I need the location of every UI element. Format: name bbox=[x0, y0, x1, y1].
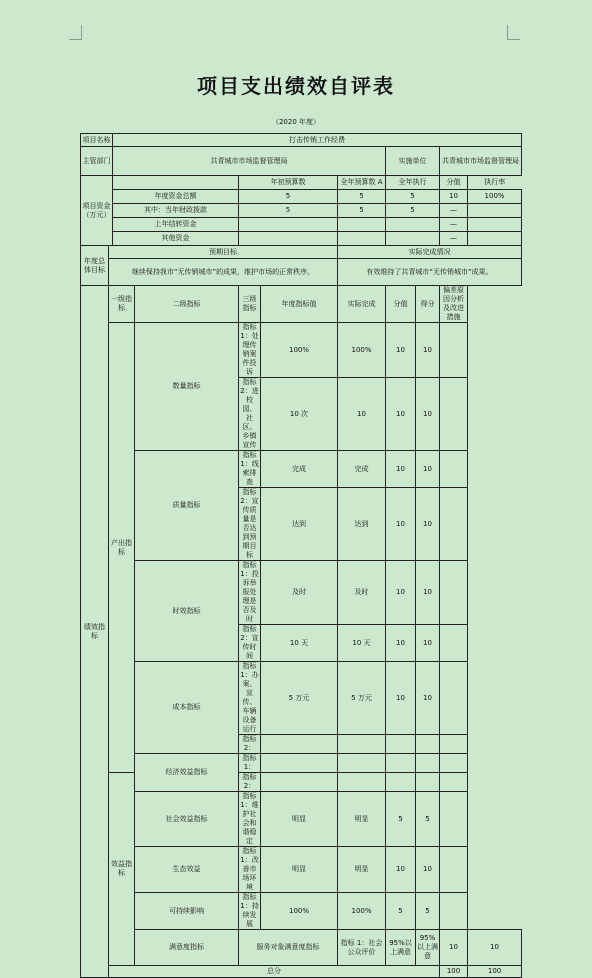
indicator-actual: 100% bbox=[338, 893, 386, 930]
indicator-score: 10 bbox=[386, 662, 416, 735]
indicator-score: 10 bbox=[386, 625, 416, 662]
total-score: 100 bbox=[440, 966, 468, 978]
indicator-target: 完成 bbox=[261, 451, 338, 488]
indicator-name: 指标 2： bbox=[239, 735, 261, 754]
head-level2: 二级指标 bbox=[135, 286, 239, 323]
indicator-score: 10 bbox=[386, 561, 416, 625]
perf-row-e1 bbox=[81, 754, 522, 773]
indicator-name: 指标 1：处理传销案件投诉 bbox=[240, 323, 259, 376]
perf-row-q1 bbox=[81, 323, 522, 378]
indicator-name: 指标 1：社会公众评价 bbox=[338, 930, 386, 966]
perf-row-sat bbox=[81, 930, 522, 966]
col-executed: 全年执行 bbox=[386, 176, 440, 190]
indicator-name: 指标 2：进校园、社区、乡镇宣传 bbox=[240, 378, 259, 449]
indicator-got: 10 bbox=[468, 930, 522, 966]
level2-economic: 经济效益指标 bbox=[135, 754, 239, 792]
department-row bbox=[81, 147, 522, 176]
indicator-target: 达到 bbox=[261, 488, 338, 561]
project-name-label: 项目名称 bbox=[81, 134, 113, 147]
indicator-score: 10 bbox=[386, 323, 416, 378]
indicator-score: 10 bbox=[440, 930, 468, 966]
indicator-name: 指标 2： bbox=[239, 773, 261, 792]
funds-score: — bbox=[440, 204, 468, 218]
indicator-actual: 明显 bbox=[338, 847, 386, 893]
level2-service: 服务对象满意度指标 bbox=[239, 930, 338, 966]
perf-row-s1 bbox=[81, 792, 522, 847]
perf-side-label: 绩效指标 bbox=[81, 286, 109, 978]
indicator-actual: 10 天 bbox=[338, 625, 386, 662]
head-level3: 三级指标 bbox=[239, 286, 261, 323]
indicator-got: 10 bbox=[416, 451, 440, 488]
funds-row-fiscal bbox=[81, 204, 522, 218]
perf-row-ql1 bbox=[81, 451, 522, 488]
level2-ecological: 生态效益 bbox=[135, 847, 239, 893]
crop-mark-top-left bbox=[69, 25, 82, 40]
indicator-actual: 完成 bbox=[338, 451, 386, 488]
level2-cost: 成本指标 bbox=[135, 662, 239, 754]
indicator-got: 10 bbox=[416, 323, 440, 378]
head-got: 得分 bbox=[416, 286, 440, 323]
indicator-actual: 达到 bbox=[338, 488, 386, 561]
indicator-got: 10 bbox=[416, 662, 440, 735]
indicator-target: 及时 bbox=[261, 561, 338, 625]
fiscal-year: （2020 年度） bbox=[271, 118, 321, 126]
indicator-name: 指标 2：宣传时间 bbox=[240, 625, 259, 660]
funds-rate bbox=[468, 204, 522, 218]
total-row bbox=[81, 966, 522, 978]
indicator-target: 95%以上满意 bbox=[386, 930, 416, 966]
project-name-row bbox=[81, 134, 522, 147]
funds-annual: 5 bbox=[338, 190, 386, 204]
indicator-score: 10 bbox=[386, 488, 416, 561]
impl-value: 共青城市市场监督管理局 bbox=[440, 147, 522, 176]
funds-row-other bbox=[81, 232, 522, 246]
funds-row-label: 上年结转资金 bbox=[113, 218, 239, 232]
impl-label: 实施单位 bbox=[386, 147, 440, 176]
indicator-name: 指标 2：宣传质量是否达到预期目标 bbox=[240, 488, 259, 559]
funds-annual: 5 bbox=[338, 204, 386, 218]
level2-quality: 质量指标 bbox=[135, 451, 239, 561]
indicator-name: 指标 1：改善市场环境 bbox=[240, 847, 259, 891]
perf-header-row bbox=[81, 286, 522, 323]
level2-quantity: 数量指标 bbox=[135, 323, 239, 451]
level2-sustainable: 可持续影响 bbox=[135, 893, 239, 930]
funds-rate: 100% bbox=[468, 190, 522, 204]
funds-executed: 5 bbox=[386, 204, 440, 218]
indicator-got: 10 bbox=[416, 488, 440, 561]
funds-executed: 5 bbox=[386, 190, 440, 204]
perf-row-t1 bbox=[81, 561, 522, 625]
indicator-got: 10 bbox=[416, 625, 440, 662]
total-label: 总分 bbox=[109, 966, 440, 978]
funds-initial: 5 bbox=[239, 204, 338, 218]
funds-label: 项目资金（万元） bbox=[81, 176, 113, 246]
indicator-target: 100% bbox=[261, 893, 338, 930]
head-actual: 实际完成 bbox=[338, 286, 386, 323]
funds-row-label: 其他资金 bbox=[113, 232, 239, 246]
indicator-score: 10 bbox=[386, 451, 416, 488]
page-title: 项目支出绩效自评表 bbox=[197, 74, 395, 98]
indicator-actual: 10 bbox=[338, 378, 386, 451]
dept-label: 主管部门 bbox=[81, 147, 113, 176]
level2-social: 社会效益指标 bbox=[135, 792, 239, 847]
indicator-actual: 95%以上满意 bbox=[416, 930, 440, 966]
actual-label: 实际完成情况 bbox=[338, 246, 522, 259]
dept-value: 共青城市市场监督管理局 bbox=[113, 147, 386, 176]
level1-benefit: 效益指标 bbox=[109, 773, 135, 966]
expected-label: 预期目标 bbox=[109, 246, 338, 259]
crop-mark-top-right bbox=[507, 25, 520, 40]
col-initial-budget: 年初预算数 bbox=[239, 176, 338, 190]
perf-row-eco bbox=[81, 847, 522, 893]
col-score: 分值 bbox=[440, 176, 468, 190]
head-reason: 偏差原因分析及改进措施 bbox=[440, 286, 468, 323]
col-exec-rate: 执行率 bbox=[468, 176, 522, 190]
evaluation-table bbox=[80, 133, 522, 978]
goals-header-row bbox=[81, 246, 522, 259]
level1-output: 产出指标 bbox=[109, 323, 135, 773]
funds-row-label: 其中：当年财政拨款 bbox=[113, 204, 239, 218]
funds-header-row bbox=[81, 176, 522, 190]
level2-timeliness: 时效指标 bbox=[135, 561, 239, 662]
indicator-got: 5 bbox=[416, 893, 440, 930]
indicator-actual: 5 万元 bbox=[338, 662, 386, 735]
indicator-score: 10 bbox=[386, 378, 416, 451]
indicator-name: 指标 1：维护社会和谐稳定 bbox=[240, 792, 259, 845]
head-score: 分值 bbox=[386, 286, 416, 323]
indicator-name: 指标 1： bbox=[239, 754, 261, 773]
head-target: 年度指标值 bbox=[261, 286, 338, 323]
indicator-score: 10 bbox=[386, 847, 416, 893]
indicator-target: 5 万元 bbox=[261, 662, 338, 735]
indicator-score: 5 bbox=[386, 893, 416, 930]
indicator-got: 10 bbox=[416, 847, 440, 893]
perf-row-sus bbox=[81, 893, 522, 930]
indicator-target: 100% bbox=[261, 323, 338, 378]
funds-row-total bbox=[81, 190, 522, 204]
goals-content-row bbox=[81, 259, 522, 286]
goals-label: 年度总体目标 bbox=[81, 246, 109, 286]
funds-row-label: 年度资金总额 bbox=[113, 190, 239, 204]
indicator-name: 指标 1：投诉举报处理是否及时 bbox=[240, 561, 259, 623]
indicator-actual: 明显 bbox=[338, 792, 386, 847]
expected-goal-text: 继续保持我市“无传销城市”的成果，维护市场的正常秩序。 bbox=[109, 259, 338, 286]
col-annual-budget: 全年预算数 A bbox=[338, 176, 386, 190]
funds-initial: 5 bbox=[239, 190, 338, 204]
indicator-name: 指标 1：线索排查 bbox=[240, 451, 259, 486]
actual-result-text: 有效维持了共青城市“无传销城市”成果。 bbox=[338, 259, 522, 286]
indicator-got: 10 bbox=[416, 378, 440, 451]
head-level1: 一级指标 bbox=[109, 286, 135, 323]
indicator-target: 10 天 bbox=[261, 625, 338, 662]
indicator-name: 指标 1：持续发展 bbox=[240, 893, 259, 928]
funds-row-carryover bbox=[81, 218, 522, 232]
indicator-got: 10 bbox=[416, 561, 440, 625]
indicator-target: 明显 bbox=[261, 847, 338, 893]
indicator-name: 指标 1：办案、宣传、车辆设备运行 bbox=[240, 662, 259, 733]
funds-score: — bbox=[440, 218, 468, 232]
indicator-score: 5 bbox=[386, 792, 416, 847]
total-got: 100 bbox=[468, 966, 522, 978]
indicator-actual: 及时 bbox=[338, 561, 386, 625]
funds-score: 10 bbox=[440, 190, 468, 204]
indicator-target: 明显 bbox=[261, 792, 338, 847]
funds-score: — bbox=[440, 232, 468, 246]
indicator-got: 5 bbox=[416, 792, 440, 847]
perf-row-c1 bbox=[81, 662, 522, 735]
project-name-value: 打击传销工作经费 bbox=[113, 134, 522, 147]
indicator-actual: 100% bbox=[338, 323, 386, 378]
indicator-target: 10 次 bbox=[261, 378, 338, 451]
level1-satisfaction: 满意度指标 bbox=[135, 930, 239, 966]
